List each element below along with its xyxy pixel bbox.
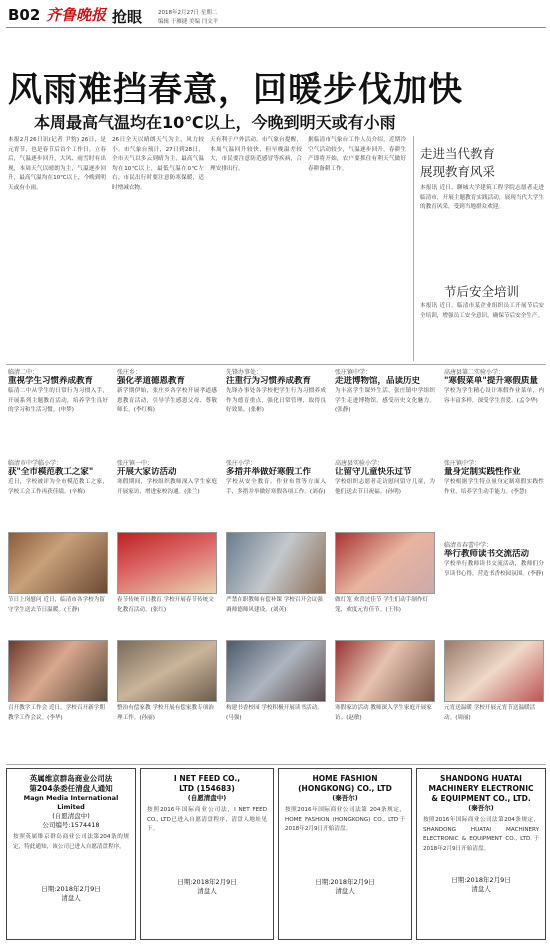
lead-story-col4: 据临清市气象台工作人员介绍，近期冷空气活动较少，气温逐步回升，春耕生产即将开始，农户要抓住有利天气做好春耕备耕工作。 [308, 137, 406, 172]
news-label: 先锋办事处： [226, 369, 263, 376]
news-item [8, 458, 108, 528]
ad-date: 日期:2018年2月9日 [451, 876, 511, 884]
news-photo [335, 532, 435, 594]
ad-title: (HONGKONG) CO., LTD [298, 784, 392, 793]
news-photo [8, 532, 108, 594]
newspaper-logo: 齐鲁晚报 [46, 6, 107, 24]
news-headline: 走进博物馆，品读历史 [335, 376, 421, 386]
ad-date: 日期:2018年2月9日 [177, 878, 237, 886]
ad-company-no: 公司编号:1574418 [42, 821, 100, 829]
news-headline: 量身定制实践性作业 [444, 467, 521, 477]
ad-title: HOME FASHION [312, 774, 378, 783]
news-item [444, 458, 544, 528]
news-item [8, 367, 108, 453]
legal-notice-ad [140, 768, 274, 940]
news-body: 先锋办事处各学校把学生行为习惯养成作为德育重点，强化日常管理，取得良好效果。(张彬) [226, 388, 326, 414]
news-headline: 开展大家访活动 [117, 467, 177, 477]
news-label: 临清二中： [8, 369, 39, 376]
side-headline-2: 展现教育风采 [420, 164, 496, 179]
news-body: 学校组织志愿者走访慰问留守儿童，为他们送去节日祝福。(孙明) [335, 479, 435, 495]
photo-caption: 元宵送温暖 学校开展元宵节送温暖活动。(周丽) [444, 705, 536, 721]
news-photo [226, 532, 326, 594]
news-label: 张庄镇中学： [444, 460, 481, 467]
ad-status: (自愿清盘中) [187, 794, 227, 802]
news-body: 学校举行教师读书交流活动，教师们分享读书心得，营造书香校园氛围。(李静) [444, 561, 544, 577]
ad-title: 英属维京群岛商业公司法 [29, 774, 113, 783]
news-headline: 让留守儿童快乐过节 [335, 467, 412, 477]
news-item [226, 458, 326, 528]
news-label: 高唐县第二实验小学： [444, 369, 505, 376]
lead-story-col1: 本报2月26日讯(记者 尹豹) 26日，是元宵节，也是春节后首个工作日。立春后，气温逐步回升，大风、雨雪时有出现，本周天气以晴朗为主，气温逐步回升，最高气温均在10℃以上，今晚到明天或有小雨。 [8, 137, 106, 191]
photo-caption: 寒假家访活动 教师深入学生家庭开展家访。(赵敏) [335, 705, 432, 721]
main-headline: 风雨难挡春意，回暖步伐加快 [8, 70, 463, 110]
ad-body: 按照2016年国际商业公司法第204条规定，SHANDONG HUATAI MACHINERY ELECTRONIC & EQUIPMENT CO., LTD.于2018年2月9日开始清盘。 [423, 817, 539, 852]
news-label: 张庄乡： [117, 369, 142, 376]
ad-date: 日期:2018年2月9日 [41, 885, 101, 893]
ad-body: 按照英属维京群岛商业公司法第204条的规定，特此通知，该公司已进入自愿清盘程序。 [13, 834, 129, 850]
news-headline: "寒假菜单"提升寒假质量 [444, 376, 538, 386]
news-item [335, 458, 435, 528]
side-story-1: 本报讯 近日，聊城大学建筑工程学院志愿者走进临清市，开展主题教育实践活动，展现当代大学生的教育风采，受到当地群众欢迎。 [420, 185, 544, 211]
section-divider [6, 764, 546, 765]
news-item [444, 367, 544, 453]
news-item [117, 367, 217, 453]
ad-title: MACHINERY ELECTRONIC [428, 784, 534, 793]
side-headline-1: 走进当代教育 [420, 146, 496, 161]
news-item [117, 458, 217, 528]
ad-date: 日期:2018年2月9日 [315, 878, 375, 886]
section-name: 抢眼 [112, 8, 143, 26]
lead-story-col2: 26日全天以晴朗天气为主，风力较小。市气象台预计，27日到28日，全市天气以多云到晴为主，最高气温均在10℃以上，最低气温在0℃左右。市民出行时要注意防寒保暖，适时增减衣物。 [112, 137, 204, 191]
main-subheadline: 本周最高气温均在10℃以上，今晚到明天或有小雨 [34, 113, 396, 132]
photo-caption: 节日上岗慰问 近日，临清市各学校为留守学生送去节日温暖。(王静) [8, 597, 105, 613]
photo-caption: 严禁在职教师有偿补课 学校召开会议强调师德师风建设。(刘英) [226, 597, 323, 613]
ad-signatory: 清盘人 [471, 885, 491, 893]
side-story-2: 本报讯 近日，临清市某企业组织员工开展节后安全培训，增强员工安全意识，确保节后安全生产。 [420, 303, 544, 319]
news-label: 临清市春蕾中学： [444, 542, 493, 549]
ad-title: 第204条委任清盘人通知 [29, 784, 113, 793]
ad-title: SHANDONG HUATAI [440, 774, 522, 783]
news-body: 新学期伊始，张庄乡各学校开展孝道感恩教育活动，引导学生感恩父母、尊敬师长。(李红梅) [117, 388, 217, 414]
legal-notice-ad [416, 768, 546, 940]
ad-title: LTD (154683) [179, 784, 235, 793]
ad-body: 按照2016年国际商业公司法第 204条规定，HOME FASHION (HONGKONG) CO., LTD于2018年2月9日开始清盘。 [285, 807, 405, 833]
news-body: 近日，学校被评为全市模范教工之家，学校工会工作再获佳绩。(辛梅) [8, 479, 108, 495]
news-photo [335, 640, 435, 702]
ad-status: (自愿清盘中) [52, 812, 90, 820]
ad-title: & EQUIPMENT CO., LTD. [431, 794, 531, 803]
editor-line: 编辑 于雁捷 美编 闫文平 [158, 19, 219, 25]
news-item [335, 367, 435, 453]
news-body: 学校为学生精心设计寒假作业菜单，内容丰富多样，深受学生喜爱。(孟令华) [444, 388, 544, 404]
news-item [444, 540, 544, 636]
news-label: 张庄小学： [226, 460, 257, 467]
news-body: 临清二中从学生的日常行为习惯入手，开展系列主题教育活动，培养学生良好的学习和生活习惯。(申梦) [8, 388, 108, 414]
news-photo [226, 640, 326, 702]
news-photo [8, 640, 108, 702]
news-photo [117, 640, 217, 702]
legal-notice-ad [278, 768, 412, 940]
news-body: 为丰富学生课外生活，张庄镇中学组织学生走进博物馆，感受历史文化魅力。(张静) [335, 388, 435, 414]
ad-signatory: 清盘人 [61, 894, 81, 902]
date-line: 2018年2月27日 星期二 [158, 10, 218, 16]
ad-status: (秦吾尔) [468, 804, 494, 812]
news-label: 高唐县实验小学： [335, 460, 384, 467]
news-headline: 注重行为习惯养成教育 [226, 376, 312, 386]
news-item [226, 367, 326, 453]
page-number: B02 [8, 6, 41, 24]
news-body: 寒假期间，学校组织教师深入学生家庭开展家访，增进家校沟通。(张兰) [117, 479, 217, 495]
ad-signatory: 清盘人 [335, 887, 355, 895]
ad-signatory: 清盘人 [197, 887, 217, 895]
side-headline-3: 节后安全培训 [444, 284, 520, 299]
news-body: 学校从安全教育、作业布置等方面入手，多措并举做好寒假各项工作。(刘春) [226, 479, 326, 495]
photo-caption: 召开教学工作会 近日，学校召开新学期教学工作会议。(李华) [8, 705, 105, 721]
column-divider [413, 136, 414, 361]
ad-title: I NET FEED CO., [173, 774, 241, 783]
news-photo [444, 640, 544, 702]
lead-story-col3: 天有利于户外活动。市气象台提醒，本周气温回升较快，但早晚温差较大，市民要注意防范感冒等疾病，合理安排出行。 [210, 137, 302, 172]
news-headline: 举行教师读书交流活动 [444, 549, 530, 559]
news-headline: 获"全市模范教工之家" [8, 467, 94, 477]
photo-caption: 整治有偿家教 学校开展有偿家教专项治理工作。(孙丽) [117, 705, 214, 721]
news-label: 张庄镇一中： [117, 460, 154, 467]
ad-company: Magn Media International Limited [23, 794, 119, 811]
ad-status: (秦吾尔) [332, 794, 358, 802]
section-divider [6, 364, 546, 365]
page-header [6, 4, 546, 28]
photo-caption: 构建书香校园 学校积极开展读书活动。(马强) [226, 705, 323, 721]
news-label: 临清市中学临小学： [8, 460, 63, 467]
news-headline: 重视学生习惯养成教育 [8, 376, 94, 386]
news-label: 张庄镇中学： [335, 369, 372, 376]
news-photo [117, 532, 217, 594]
ad-body: 按照2016年国际商业公司法，I NET FEED CO., LTD已进入自愿清盘程序，清盘人地址见下。 [147, 807, 267, 833]
legal-notice-ad [6, 768, 136, 940]
photo-caption: 做灯笼 欢喜过佳节 学生们动手制作灯笼，欢度元宵佳节。(王伟) [335, 597, 429, 613]
photo-caption: 春节传统节日教育 学校开展春节传统文化教育活动。(张红) [117, 597, 214, 613]
news-headline: 多措并举做好寒假工作 [226, 467, 312, 477]
news-headline: 强化孝道德恩教育 [117, 376, 186, 386]
news-body: 学校根据学生特点量身定制寒假实践性作业，培养学生动手能力。(李慧) [444, 479, 544, 495]
